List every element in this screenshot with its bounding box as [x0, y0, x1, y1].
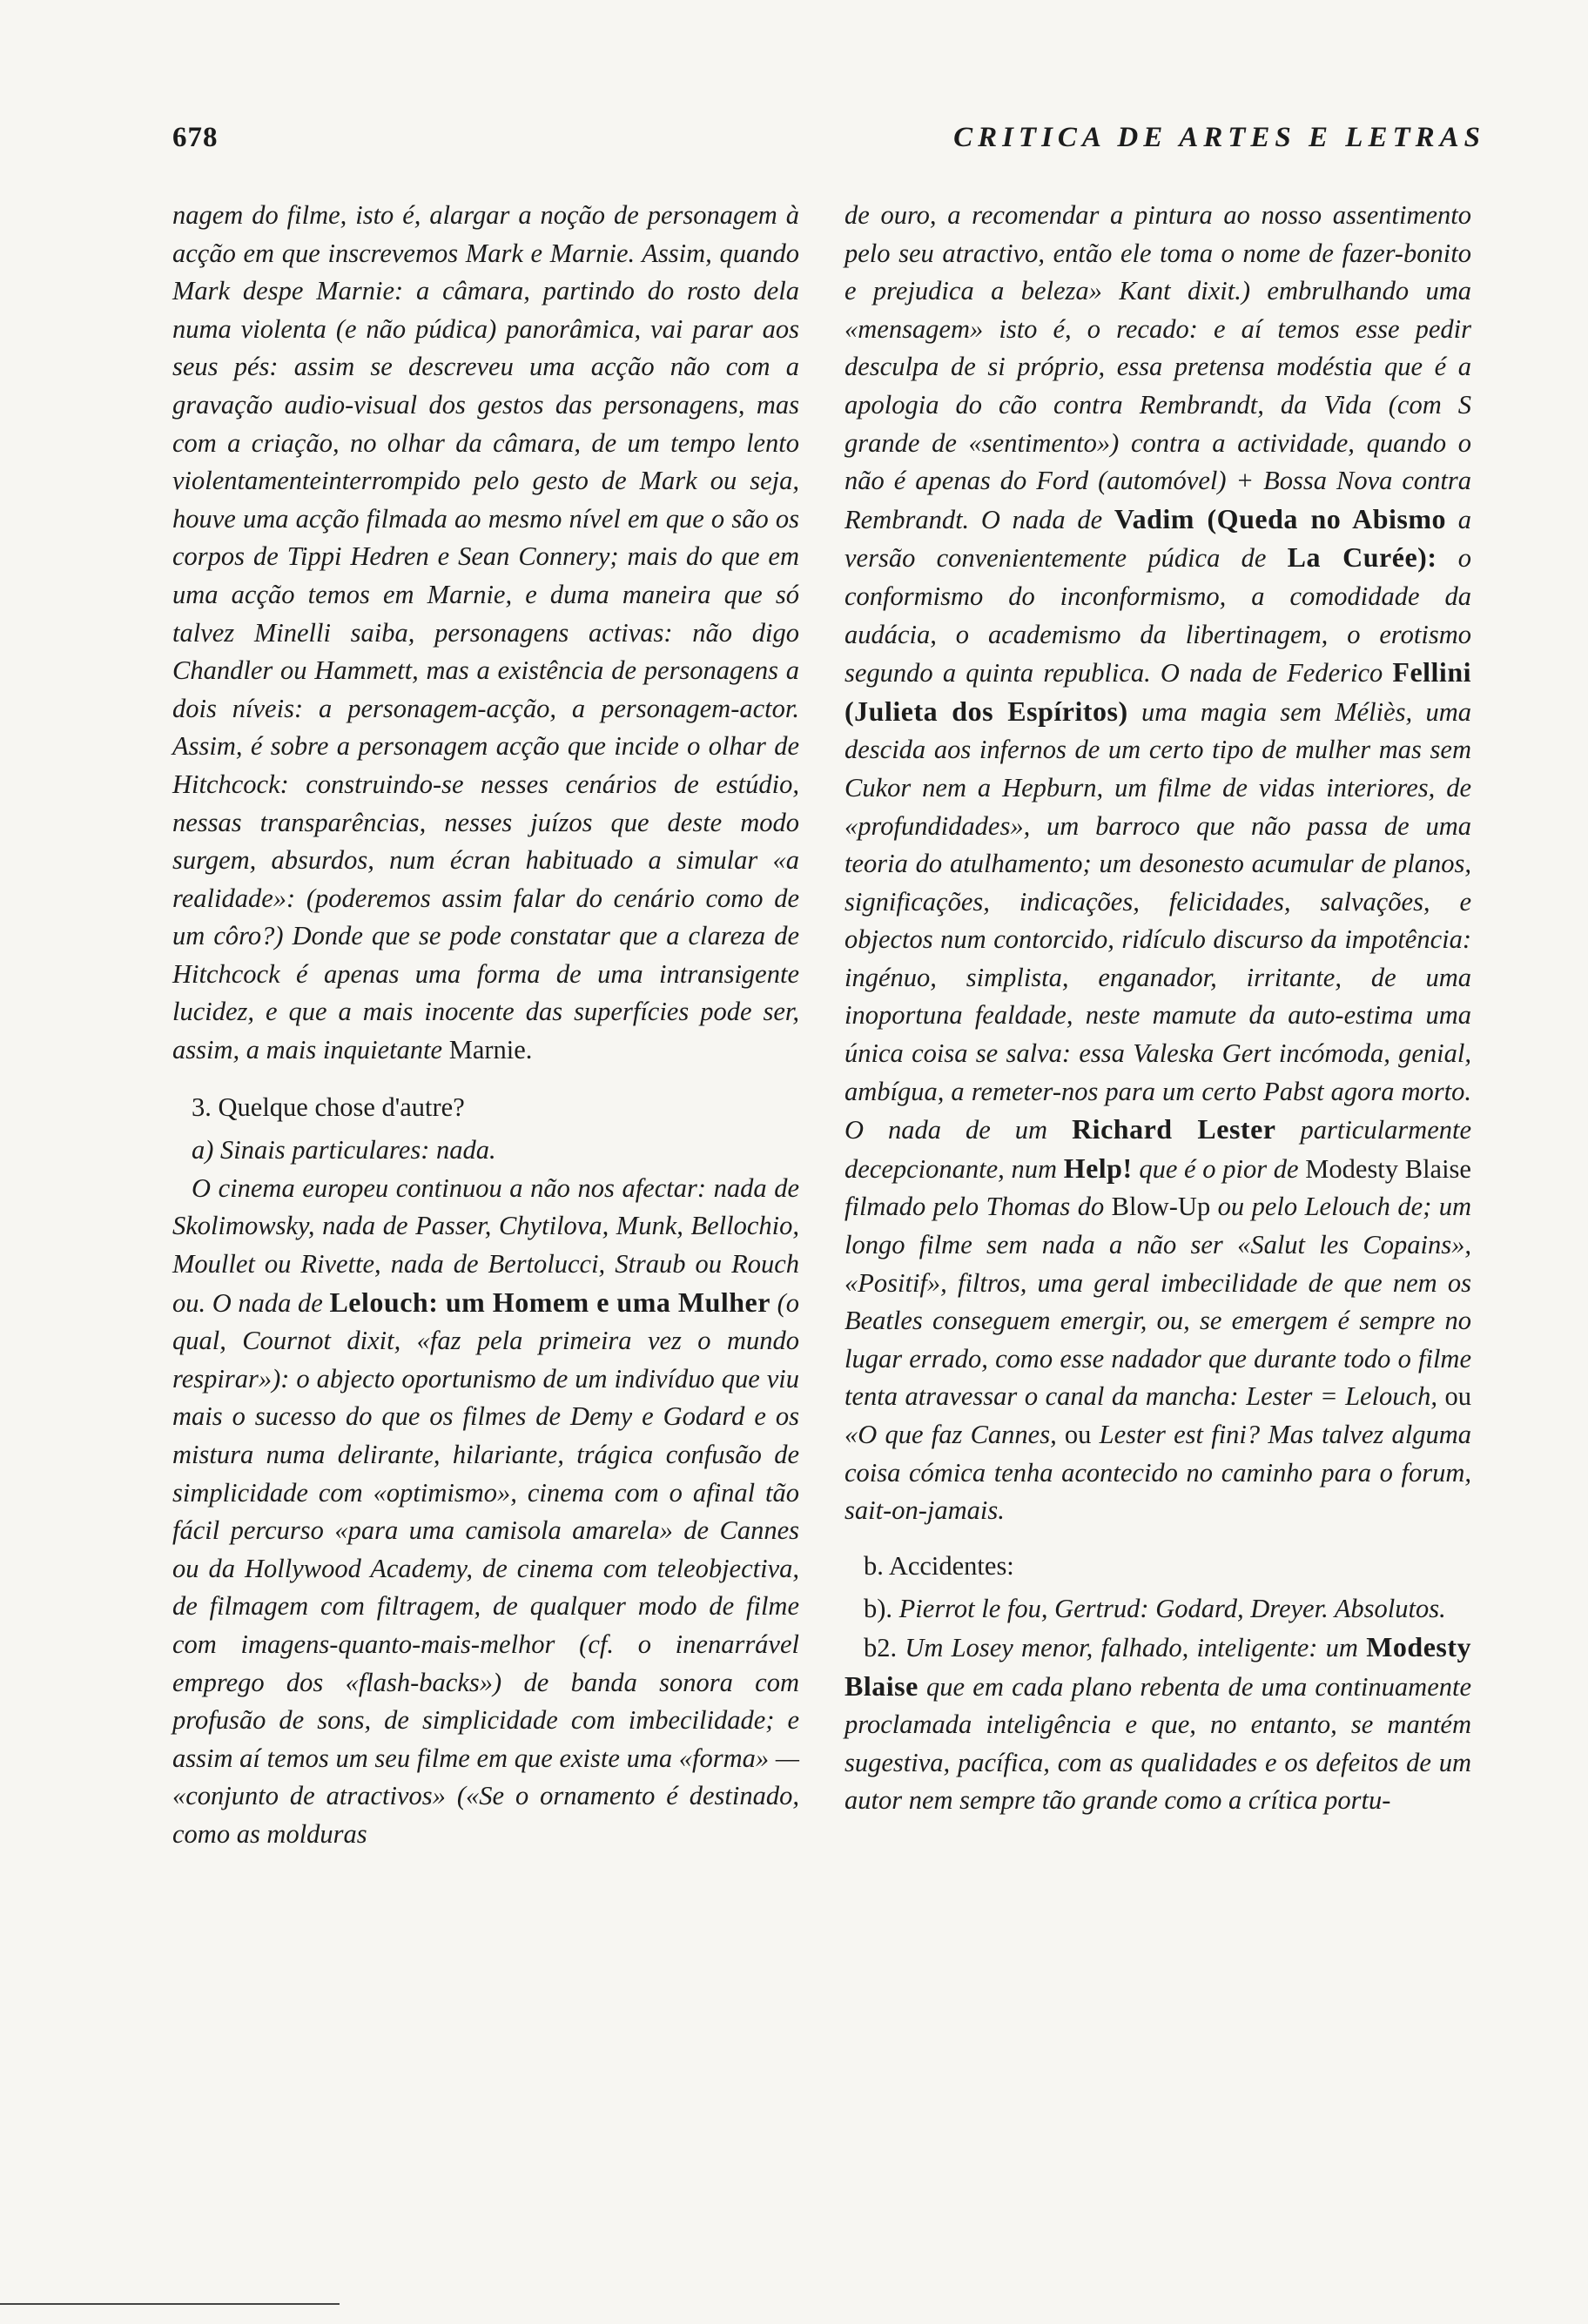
film-title-lelouch: Lelouch: um Homem e uma Mulher	[329, 1286, 770, 1318]
page-header	[172, 122, 1485, 165]
subsection-a: a) Sinais particulares: nada.	[192, 1135, 496, 1165]
film-title-vadim: Vadim (Queda no Abismo	[1114, 502, 1447, 534]
paragraph-b1: b). Pierrot le fou, Gertrud: Godard, Dreyer. Absolutos.	[864, 1594, 1446, 1624]
paragraph-b2: b2. Um Losey menor, falhado, inteligente: um Modesty Blaise que em cada plano rebenta de uma continuamente proclamada inteligência e que, no entanto, se mantém sugestiva, pacífica, com as qualidades e os defeitos de um autor nem sempre tão grande como a crítica portu-	[844, 1630, 1471, 1816]
footer-rule	[0, 2303, 340, 2305]
film-title-modesty-blaise: Modesty Blaise	[844, 1630, 1471, 1702]
director-richard-lester: Richard Lester	[1072, 1113, 1276, 1145]
left-paragraph-1: nagem do filme, isto é, alargar a noção de personagem à acção em que inscrevemos Mark e Marnie. Assim, quando Mark despe Marnie: a câmara, partindo do rosto dela numa violenta (e não púdica) panorâmica, vai parar aos seus pés: assim se descreveu uma acção não com a gravação audio-visual dos gestos das personagens, mas com a criação, no olhar da câmara, de um tempo lento violentamenteinterrompido pelo gesto de Mark ou seja, houve uma acção filmada ao mesmo nível em que o são os corpos de Tippi Hedren e Sean Connery; mais do que em uma acção temos em Marnie, e duma maneira que só talvez Minelli saiba, personagens activas: não digo Chandler ou Hammett, mas a existência de personagens a dois níveis: a personagem-acção, a personagem-actor. Assim, é sobre a personagem acção que incide o olhar de Hitchcock: construindo-se nesses cenários de estúdio, nessas transparências, nesses juízos que deste modo surgem, absurdos, num écran habituado a simular «a realidade»: (poderemos assim falar do cenário como de um côro?) Donde que se pode constatar que a clareza de Hitchcock é apenas uma forma de uma intransigente lucidez, e que a mais inocente das superfícies pode ser, assim, a mais inquietante Marnie.	[172, 200, 799, 1065]
right-paragraph-1: de ouro, a recomendar a pintura ao nosso assentimento pelo seu atractivo, então ele toma o nome de fazer-bonito e prejudica a beleza» Kant dixit.) embrulhando uma «mensagem» isto é, o recado: e aí temos esse pedir desculpa de si próprio, essa pretensa modéstia que é a apologia do cão contra Rembrandt, da Vida (com S grande de «sentimento») contra a actividade, quando o não é apenas do Ford (automóvel) + Bossa Nova contra Rembrandt. O nada de Vadim (Queda no Abismo a versão convenientemente púdica de La Curée): o conformismo do inconformismo, a comodidade da audácia, o academismo da libertinagem, o erotismo segundo a quinta republica. O nada de Federico Fellini (Julieta dos Espíritos) uma magia sem Méliès, uma descida aos infernos de um certo tipo de mulher mas sem Cukor nem a Hepburn, um filme de vidas interiores, de «profundidades», um barroco que não passa de uma teoria do atulhamento; um desonesto acumular de planos, significações, indicações, felicidades, salvações, e objectos num contorcido, ridículo discurso da impotência: ingénuo, simplista, enganador, irritante, de uma inoportuna fealdade, neste mamute da auto-estima uma única coisa se salva: essa Valeska Gert incómoda, genial, ambígua, a remeter-nos para um certo Pabst agora morto. O nada de um Richard Lester particularmente decepcionante, num Help! que é o pior de Modesty Blaise filmado pelo Thomas do Blow-Up ou pelo Lelouch de; um longo filme sem nada a não ser «Salut les Copains», «Positif», filtros, uma geral imbecilidade de que nem os Beatles conseguem emergir, ou, se emergem é sempre no lugar errado, como esse nadador que durante todo o filme tenta atravessar o canal da mancha: Lester = Lelouch, ou «O que faz Cannes, ou Lester est fini? Mas talvez alguma coisa cómica tenha acontecido no caminho para o forum, sait-on-jamais.	[844, 200, 1472, 1526]
film-title-help: Help!	[1063, 1152, 1133, 1184]
left-paragraph-2: O cinema europeu continuou a não nos afectar: nada de Skolimowsky, nada de Passer, Chytilova, Munk, Bellochio, Moullet ou Rivette, nada de Bertolucci, Straub ou Rouch ou. O nada de Lelouch: um Homem e uma Mulher (o qual, Cournot dixit, «faz pela primeira vez o mundo respirar»): o abjecto oportunismo de um indivíduo que viu mais o sucesso do que os filmes de Demy e Godard e os mistura numa delirante, hilariante, trágica confusão de simplicidade com «optimismo», cinema com o afinal tão fácil percurso «para uma camisola amarela» de Cannes ou da Hollywood Academy, de cinema com teleobjectiva, de filmagem com filtragem, de qualquer modo de filme com imagens-quanto-mais-melhor (cf. o inenarrável emprego dos «flash-backs») de banda sonora com profusão de sons, de simplicidade com imbecilidade; e assim aí temos um seu filme em que existe uma «forma» — «conjunto de atractivos» («Se o ornamento é destinado, como as molduras	[172, 1172, 799, 1849]
section-b-heading: b. Accidentes:	[864, 1550, 1014, 1581]
film-title-la-curee: La Curée):	[1287, 541, 1437, 574]
page-number: 678	[172, 122, 219, 153]
film-title-fellini: Fellini (Julieta dos Espíritos)	[844, 656, 1471, 727]
section-3-heading: 3. Quelque chose d'autre?	[192, 1091, 465, 1122]
right-column	[844, 197, 1471, 1820]
left-column	[172, 197, 799, 1854]
running-head: CRITICA DE ARTES E LETRAS	[953, 122, 1485, 153]
